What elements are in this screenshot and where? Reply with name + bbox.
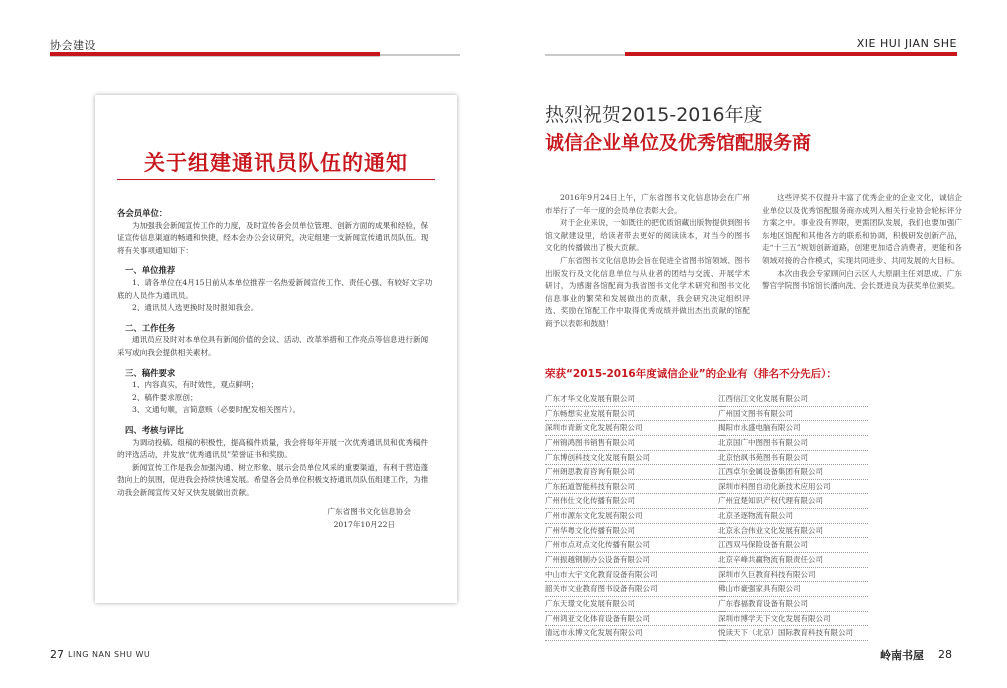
header-right-rule-gray — [545, 54, 625, 56]
awards-list-col1 — [545, 392, 725, 641]
company-list-item: 广州鸿亚文化体育设备有限公司 — [545, 612, 725, 627]
company-list-item: 广东才华文化发展有限公司 — [545, 392, 725, 407]
company-list-item: 北京圣逐物流有限公司 — [718, 509, 868, 524]
notice-s3-l3: 3、文通句顺，言简意赅（必要时配发相关图片）。 — [132, 405, 301, 415]
notice-s2-title: 二、工作任务 — [125, 322, 176, 333]
notice-sign-org: 广东省图书文化信息协会 — [327, 507, 411, 517]
company-list-item: 广州市源东文化发展有限公司 — [545, 509, 725, 524]
company-list-item: 韶关市文业教育图书设备有限公司 — [545, 582, 725, 597]
company-list-item: 北京永合伟业文化发展有限公司 — [718, 524, 868, 539]
company-list-item: 广州朗思教育咨询有限公司 — [545, 465, 725, 480]
footer-left-label: LING NAN SHU WU — [68, 650, 151, 659]
article-p3: 广东省图书文化信息协会旨在促进全省图书馆领域、图书出版发行及文化信息单位与从业者的团结与交流、开展学术研讨，为感谢各馆配商为我省图书文化学术研究和图书文化信息事业的繁荣和发展做出的贡献，我会研究决定组织评选、奖励在馆配工作中取得优秀成绩并做出杰出贡献的馆配商予以表彰和鼓励！ — [545, 255, 750, 328]
notice-s2-l1: 通讯员应及时对本单位具有新闻价值的会议、活动、改革举措和工作亮点等信息进行新闻采写或向我会提供相关素材。 — [117, 335, 429, 357]
article-title-line2: 诚信企业单位及优秀馆配服务商 — [545, 132, 812, 154]
notice-s3-l1: 1、内容真实，有时效性，观点鲜明； — [132, 380, 259, 390]
notice-s1-l1: 1、请各单位在4月15日前从本单位推荐一名热爱新闻宣传工作、责任心强、有较好文字功底的人员作为通讯员。 — [117, 277, 433, 300]
notice-s4-l2: 新闻宣传工作是我会加强沟通、树立形象、展示会员单位风采的重要渠道，有利于营造蓬勃向上的氛围，促进我会持续快速发展。希望各会员单位积极支持通讯员队伍组建工作，为推动我会新闻宣传又好又快发展做出贡献。 — [117, 462, 429, 497]
company-list-item: 广东天璟文化发展有限公司 — [545, 597, 725, 612]
company-list-item: 广东拓道智能科技有限公司 — [545, 480, 725, 495]
header-left-title: 协会建设 — [50, 39, 96, 52]
footer-right-logo: 岭南书屋 — [880, 649, 924, 662]
company-list-item: 揭阳市永盛电脑有限公司 — [718, 421, 868, 436]
company-list-item: 江西信江文化发展有限公司 — [718, 392, 868, 407]
article-p5: 本次由我会专家顾问白云区人大原副主任刘思成、广东警官学院图书馆馆长潘向洗、会长聂进良为获奖单位颁奖。 — [762, 268, 962, 291]
company-list-item: 深圳市科图自动化新技术应用公司 — [718, 480, 868, 495]
notice-body — [117, 207, 435, 532]
article-column-left — [545, 192, 750, 331]
notice-sheet — [95, 95, 457, 603]
company-list-item: 广州华粤文化传播有限公司 — [545, 524, 725, 539]
company-list-item: 清远市永博文化发展有限公司 — [545, 626, 725, 641]
footer-right-page-number: 28 — [938, 648, 952, 661]
company-list-item: 北京国广中图图书有限公司 — [718, 436, 868, 451]
notice-s1-l2: 2、通讯员人选更换时及时报知我会。 — [132, 303, 259, 313]
company-list-item: 广东春福教育设备有限公司 — [718, 597, 868, 612]
notice-s4-title: 四、考核与评比 — [125, 424, 184, 435]
company-list-item: 江西双马保险设备有限公司 — [718, 538, 868, 553]
notice-s1-title: 一、单位推荐 — [125, 265, 176, 276]
company-list-item: 深圳市博学天下文化发展有限公司 — [718, 612, 868, 627]
company-list-item: 广州伟仕文化传播有限公司 — [545, 494, 725, 509]
company-list-item: 广州宜楚知识产权代理有限公司 — [718, 494, 868, 509]
notice-s3-title: 三、稿件要求 — [125, 367, 176, 378]
awards-list-title: 荣获“2015-2016年度诚信企业”的企业有（排名不分先后）： — [545, 368, 837, 380]
company-list-item: 广州国文图书有限公司 — [718, 407, 868, 422]
company-list-item: 广州振越钢制办公设备有限公司 — [545, 553, 725, 568]
article-p4: 这些评奖不仅提升丰富了优秀企业的企业文化，诚信企业单位以及优秀馆配服务商亦成列入相关行业协会轮标评分方案之中。事业没有界限，更需团队发展，我们也要加强广东地区馆配和其他各方的联系和协调，积极研发创新产品，走“十三五”规划创新道路，创建更加适合消费者，更能和各领域对接的合作模式，实现共同进步、共同发展的大目标。 — [762, 193, 962, 265]
notice-s3-l2: 2、稿件要求原创； — [132, 392, 198, 402]
notice-sign-date: 2017年10月22日 — [333, 520, 395, 530]
article-column-right — [762, 192, 962, 293]
company-list-item: 佛山市豪强家具有限公司 — [718, 582, 868, 597]
company-list-item: 北京辛峰共赢物流有限责任公司 — [718, 553, 868, 568]
header-right-red-bar — [625, 52, 957, 56]
article-p1: 2016年9月24日上午，广东省图书文化信息协会在广州市举行了一年一度的会员单位表彰大会。 — [545, 193, 750, 215]
header-right-title: XIE HUI JIAN SHE — [856, 37, 957, 50]
company-list-item: 广州锦鸿图书销售有限公司 — [545, 436, 725, 451]
article-title-line1: 热烈祝贺2015-2016年度 — [545, 104, 763, 126]
company-list-item: 广东博创科技文化发展有限公司 — [545, 451, 725, 466]
notice-greeting: 各会员单位： — [117, 208, 168, 218]
notice-title-rule — [117, 179, 435, 180]
header-left-red-bar — [50, 52, 380, 56]
company-list-item: 江西卓尔金属设备集团有限公司 — [718, 465, 868, 480]
company-list-item: 深圳市久巨教育科技有限公司 — [718, 568, 868, 583]
company-list-item: 悦读天下（北京）国际教育科技有限公司 — [718, 626, 868, 641]
notice-s4-l1: 为调动投稿、组稿的积极性，提高稿件质量，我会将每年开展一次优秀通讯员和优秀稿件的评选活动，并发放“优秀通讯员”荣誉证书和奖励。 — [117, 437, 429, 460]
company-list-item: 北京怡飒书苑图书有限公司 — [718, 451, 868, 466]
company-list-item: 广东畅想实业发展有限公司 — [545, 407, 725, 422]
company-list-item: 广州市点对点文化传播有限公司 — [545, 538, 725, 553]
company-list-item: 深圳市青新文化发展有限公司 — [545, 421, 725, 436]
awards-list-col2 — [718, 392, 868, 641]
notice-intro: 为加强我会新闻宣传工作的力度，及时宣传各会员单位管理、创新方面的成果和经验，保证宣传信息渠道的畅通和快捷，经本会办公会议研究，决定组建一支新闻宣传通讯员队伍。现将有关事项通知如下： — [117, 220, 429, 255]
header-left-rule-gray — [380, 54, 460, 56]
notice-title: 关于组建通讯员队伍的通知 — [144, 150, 408, 175]
footer-left-page-number: 27 — [50, 648, 64, 661]
company-list-item: 中山市大宇文化教育设备有限公司 — [545, 568, 725, 583]
article-p2: 对于企业来说，一如既往的把优质馆藏出版物提供到图书馆文献建设里，给读者带去更好的阅读读本，对当今的图书文化的传播做出了极大贡献。 — [545, 218, 750, 253]
